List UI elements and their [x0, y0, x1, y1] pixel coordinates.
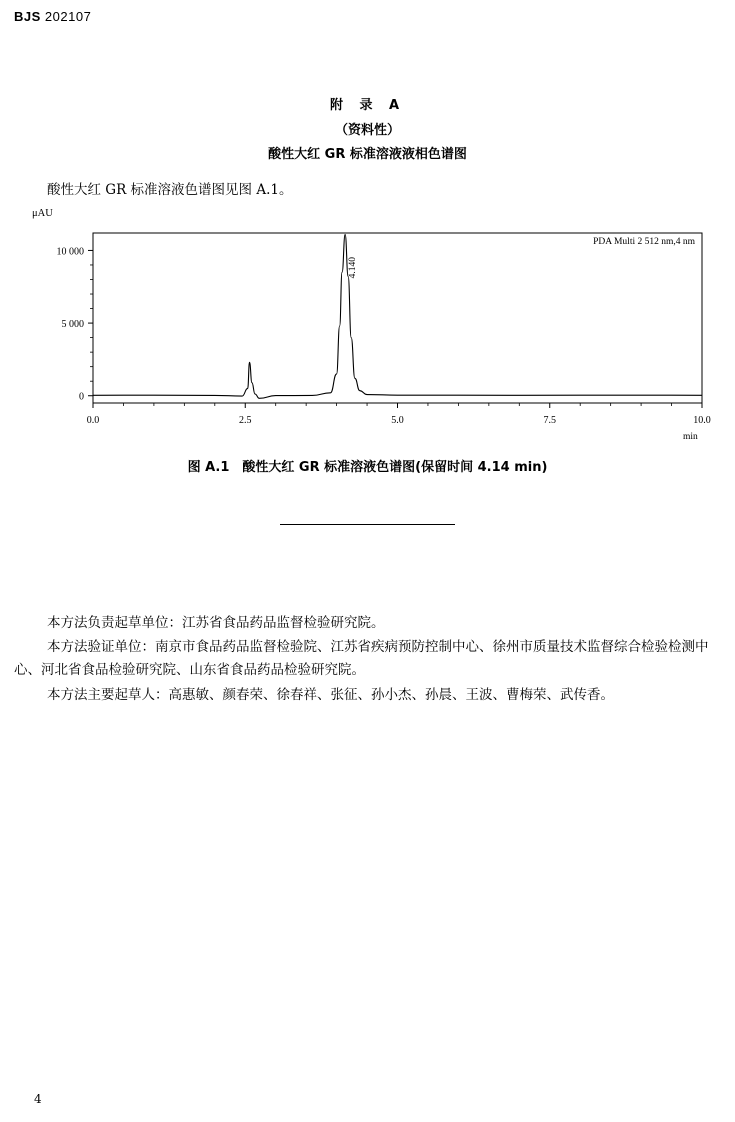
chromatogram-trace: [93, 234, 702, 398]
page-number: 4: [34, 1092, 42, 1106]
x-tick-label: 0.0: [86, 415, 100, 426]
standard-code-number: 202107: [44, 9, 92, 24]
standard-code-prefix: BJS: [14, 9, 41, 24]
annex-label: 附 录 A: [329, 98, 406, 113]
y-tick-label: 0: [79, 391, 84, 403]
peak-retention-label: 4.140: [348, 257, 359, 279]
x-tick-label: 10.0: [693, 415, 711, 426]
x-tick-label: 5.0: [391, 415, 404, 426]
y-tick-label: 5 000: [61, 319, 84, 331]
intro-text: 酸性大红 GR 标准溶液色谱图见图 A.1。: [47, 182, 293, 198]
main-drafters: 本方法主要起草人：高惠敏、颜春荣、徐春祥、张征、孙小杰、孙晨、王波、曹梅荣、武传香。: [47, 687, 614, 703]
chromatogram-chart: [0, 0, 735, 460]
y-axis-label: μAU: [32, 208, 53, 219]
drafting-unit: 本方法负责起草单位：江苏省食品药品监督检验研究院。: [47, 615, 385, 631]
figure-caption: 图 A.1 酸性大红 GR 标准溶液色谱图(保留时间 4.14 min): [187, 460, 548, 475]
verification-units: 本方法验证单位：南京市食品药品监督检验院、江苏省疾病预防控制中心、徐州市质量技术监督综合检验检测中心、河北省食品检验研究院、山东省食品药品检验研究院。: [14, 639, 709, 678]
annex-title: 酸性大红 GR 标准溶液液相色谱图: [268, 147, 467, 162]
legend-label: PDA Multi 2 512 nm,4 nm: [593, 237, 695, 247]
annex-nature: （资料性）: [334, 123, 400, 138]
x-axis-label: min: [683, 432, 698, 442]
end-rule: [280, 524, 455, 525]
plot-frame: [93, 233, 702, 403]
x-tick-label: 7.5: [543, 415, 556, 426]
x-tick-label: 2.5: [239, 415, 252, 426]
chromatogram-figure: [0, 0, 735, 460]
y-tick-label: 10 000: [56, 246, 84, 258]
